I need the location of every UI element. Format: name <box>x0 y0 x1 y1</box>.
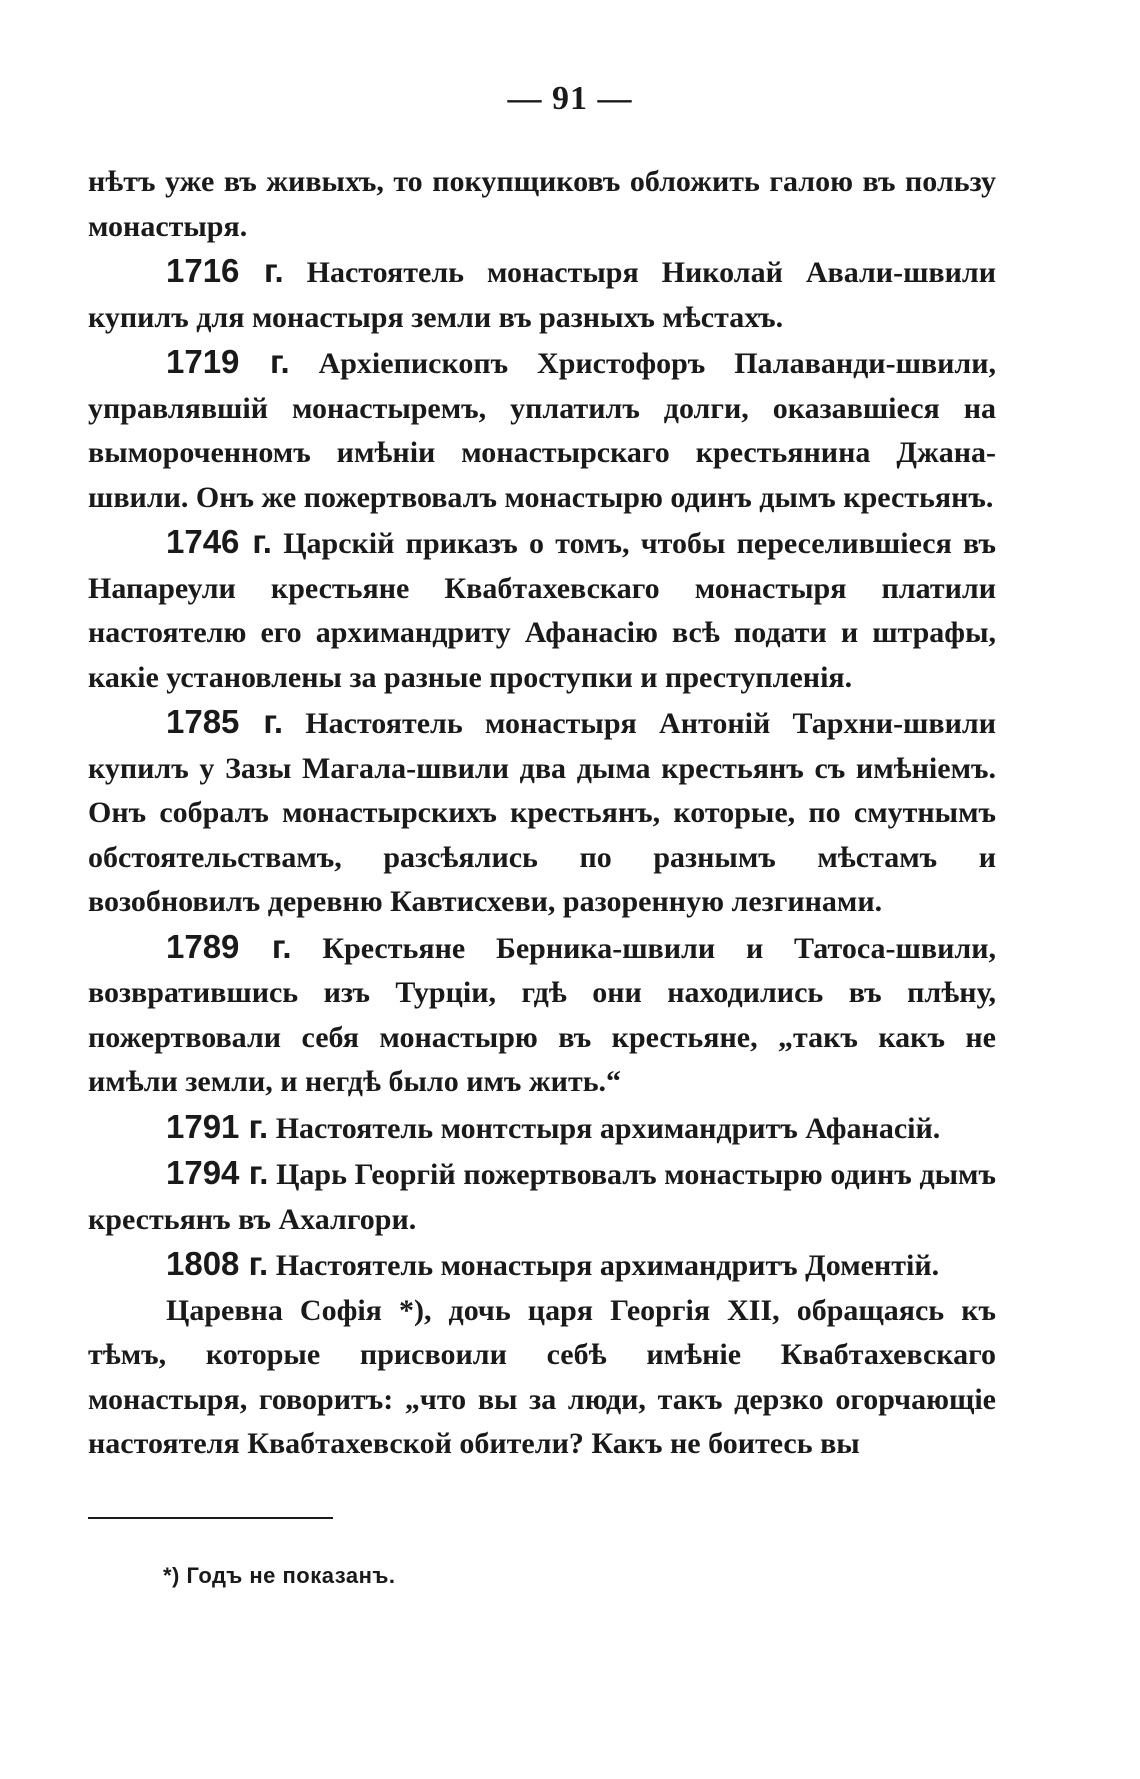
paragraph <box>88 1289 996 1467</box>
paragraph <box>88 1105 996 1152</box>
paragraph-text: Настоятель монтстыря архимандритъ Афанасій. <box>275 1111 941 1145</box>
paragraph <box>88 249 996 340</box>
footnote: *) Годъ не показанъ. <box>163 1563 396 1588</box>
year-label: 1791 г. <box>166 1107 269 1145</box>
paragraph-text: нѣтъ уже въ живыхъ, то покупщиковъ обложить галою въ пользу монастыря. <box>88 165 996 243</box>
paragraph <box>88 700 996 925</box>
paragraph <box>88 160 996 249</box>
paragraph <box>88 1151 996 1242</box>
year-label: 1794 г. <box>166 1154 269 1191</box>
year-label: 1808 г. <box>166 1245 269 1282</box>
paragraph-text: Крестьяне Берника-швили и Татоса-швили, возвратившись изъ Турціи, гдѣ они находились въ плѣну, пожертвовали себя монастырю въ крестьяне, „такъ какъ не имѣли земли, и негдѣ было имъ жить.“ <box>88 931 996 1098</box>
footnote-divider <box>88 1517 333 1519</box>
paragraph <box>88 925 996 1105</box>
year-label: 1746 г. <box>166 523 272 560</box>
paragraph-text: Архіепископъ Христофоръ Палаванди-швили, управлявшій монастыремъ, уплатилъ долги, оказавшіеся на вымороченномъ имѣніи монастырскаго крестьянина Джана-швили. Онъ же пожертвовалъ монастырю одинъ дымъ крестьянъ. <box>88 347 996 514</box>
paragraph <box>88 340 996 520</box>
paragraph-text: Настоятель монастыря архимандритъ Доментій. <box>275 1249 940 1282</box>
paragraph-text: Царскій приказъ о томъ, чтобы переселившіеся въ Напареули крестьяне Квабтахевскаго монастыря платили настоятелю его архимандриту Афанасію всѣ подати и штрафы, какіе установлены за разные проступки и преступленія. <box>88 527 996 694</box>
year-label: 1719 г. <box>166 343 290 380</box>
paragraph-text: Царевна Софія *), дочь царя Георгія XII, обращаясь къ тѣмъ, которые присвоили себѣ имѣніе Квабтахевскаго монастыря, говоритъ: „что вы за люди, такъ дерзко огорчающіе настоятеля Квабтахевской обители? Какъ не боитесь вы <box>88 1293 996 1460</box>
page-number: — 91 — <box>507 80 633 117</box>
main-text <box>88 160 996 1467</box>
year-label: 1785 г. <box>166 703 283 740</box>
paragraph <box>88 520 996 700</box>
paragraph-text: Настоятель монастыря Антоній Тархни-швили купилъ у Зазы Магала-швили два дыма крестьянъ съ имѣніемъ. Онъ собралъ монастырскихъ крестьянъ, которые, по смутнымъ обстоятельствамъ, разсѣялись по разнымъ мѣстамъ и возобновилъ деревню Кавтисхеви, разоренную лезгинами. <box>88 707 996 918</box>
paragraph-text: Настоятель монастыря Николай Авали-швили купилъ для монастыря земли въ разныхъ мѣстахъ. <box>88 256 997 334</box>
paragraph <box>88 1242 996 1289</box>
paragraph-text: Царь Георгій пожертвовалъ монастырю одинъ дымъ крестьянъ въ Ахалгори. <box>88 1158 996 1236</box>
year-label: 1716 г. <box>166 252 284 289</box>
year-label: 1789 г. <box>166 927 292 965</box>
